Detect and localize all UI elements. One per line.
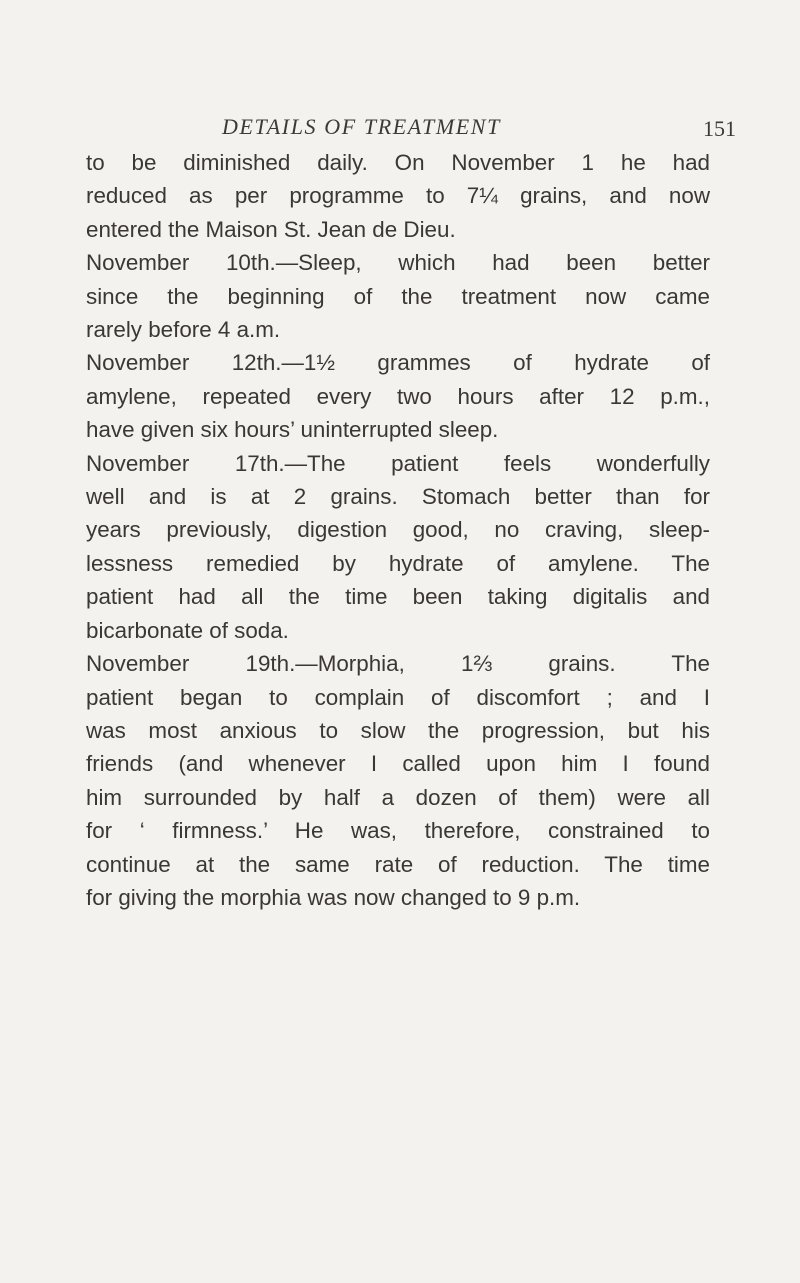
text-line: lessness remedied by hydrate of amylene. The: [86, 550, 710, 576]
text-line: for giving the morphia was now changed to 9 p.m.: [86, 884, 581, 910]
text-line: bicarbonate of soda.: [86, 617, 289, 643]
text-line: November 12th.—1½ grammes of hydrate of: [86, 350, 710, 376]
text-line: reduced as per programme to 7¼ grains, and now: [86, 183, 710, 209]
text-line: years previously, digestion good, no craving, sleep-: [86, 517, 710, 543]
paragraph-november-19: [86, 647, 710, 914]
paragraph-november-17: [86, 447, 710, 647]
paragraph-november-12: [86, 346, 710, 446]
text-line: have given six hours’ uninterrupted sleep.: [86, 417, 499, 443]
page-number: 151: [703, 116, 736, 141]
text-line: was most anxious to slow the progression, but his: [86, 717, 710, 743]
text-line: well and is at 2 grains. Stomach better than for: [86, 484, 710, 510]
text-line: for ‘ firmness.’ He was, therefore, constrained to: [86, 818, 710, 844]
body-text: [86, 146, 710, 914]
paragraph-continuation: [86, 146, 710, 246]
text-line: patient had all the time been taking digitalis and: [86, 584, 710, 610]
text-line: continue at the same rate of reduction. The time: [86, 851, 710, 877]
text-line: to be diminished daily. On November 1 he had: [86, 150, 710, 175]
text-line: November 10th.—Sleep, which had been better: [86, 250, 710, 276]
paragraph-november-10: [86, 246, 710, 346]
text-line: rarely before 4 a.m.: [86, 317, 281, 343]
text-line: friends (and whenever I called upon him I found: [86, 751, 710, 777]
running-head: DETAILS OF TREATMENT: [222, 114, 501, 139]
text-line: entered the Maison St. Jean de Dieu.: [86, 216, 456, 242]
text-line: amylene, repeated every two hours after 12 p.m.,: [86, 383, 710, 409]
text-line: patient began to complain of discomfort ; and I: [86, 684, 710, 710]
text-line: since the beginning of the treatment now came: [86, 283, 710, 309]
text-line: November 19th.—Morphia, 1⅔ grains. The: [86, 651, 710, 677]
text-line: November 17th.—The patient feels wonderfully: [86, 450, 710, 476]
text-line: him surrounded by half a dozen of them) were all: [86, 784, 710, 810]
